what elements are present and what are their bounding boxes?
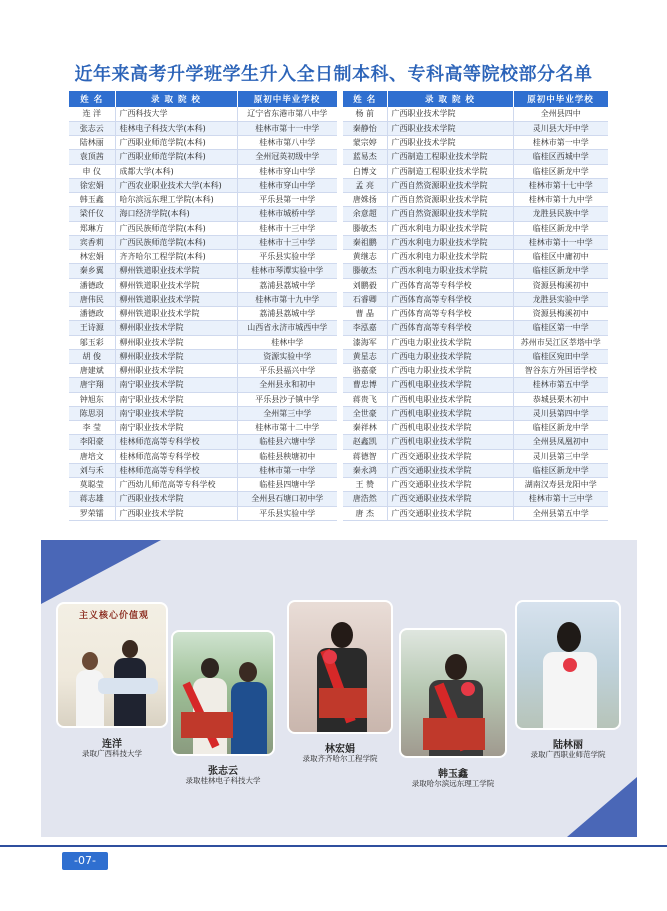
person-figure [122,640,138,658]
table-row [69,136,337,150]
student-name-cell: 孟 亮 [343,178,387,192]
admitted-school-cell: 齐齐哈尔工程学院(本科) [115,250,237,264]
admitted-school-cell: 广西自然资源职业技术学院 [387,178,513,192]
admitted-school-cell: 广西科技大学 [115,107,237,121]
middle-school-cell: 全州县第五中学 [513,506,608,520]
student-name-cell: 胡 俊 [69,349,115,363]
table-row [343,349,608,363]
middle-school-cell: 临桂区新龙中学 [513,164,608,178]
table-row [343,292,608,306]
held-item [98,678,158,694]
student-name-cell: 蓝易杰 [343,150,387,164]
middle-school-cell: 灵川县第四中学 [513,406,608,420]
admitted-school-cell: 广西体育高等专科学校 [387,307,513,321]
middle-school-cell: 桂林市第十九中学 [237,292,337,306]
header-name: 姓 名 [69,91,115,107]
table-row [343,207,608,221]
person-figure [445,654,467,680]
table-row [343,421,608,435]
table-row [69,435,337,449]
middle-school-cell: 临桂区新龙中学 [513,463,608,477]
wall-decoration [64,626,164,656]
table-row [69,364,337,378]
table-row [69,164,337,178]
table-row [343,121,608,135]
student-name-cell: 唐建斌 [69,364,115,378]
table-row [69,307,337,321]
student-name-cell: 徐宏娟 [69,178,115,192]
student-name-cell: 梁仟仪 [69,207,115,221]
table-row [343,492,608,506]
middle-school-cell: 平乐县实验中学 [237,250,337,264]
middle-school-cell: 桂林市十三中学 [237,221,337,235]
table-row [343,221,608,235]
admitted-school-cell: 海口经济学院(本科) [115,207,237,221]
admitted-school-cell: 广西民族师范学院(本科) [115,235,237,249]
admitted-school-cell: 南宁职业技术学院 [115,392,237,406]
admitted-school-cell: 广西机电职业技术学院 [387,435,513,449]
admitted-school-cell: 广西水利电力职业技术学院 [387,235,513,249]
admitted-school-cell: 广西自然资源职业技术学院 [387,193,513,207]
student-photo [399,628,507,758]
student-name-cell: 陆林丽 [69,136,115,150]
student-name-cell: 曹 晶 [343,307,387,321]
held-item [181,712,233,738]
admission-table-left [69,91,338,521]
student-name-cell: 连 洋 [69,107,115,121]
table-row [343,264,608,278]
student-name-cell: 滕敏杰 [343,221,387,235]
student-name-cell: 蒋志雄 [69,492,115,506]
table-row [343,107,608,121]
student-name-cell: 曹忠博 [343,378,387,392]
admitted-school-cell: 广西农业职业技术大学(本科) [115,178,237,192]
admitted-school-cell: 广西电力职业技术学院 [387,364,513,378]
student-name: 连洋 [102,739,122,750]
table-row [343,449,608,463]
admitted-school-cell: 广西职业技术学院 [387,136,513,150]
student-name-cell: 罗荣镭 [69,506,115,520]
middle-school-cell: 桂林市第十二中学 [237,421,337,435]
student-name-cell: 余意超 [343,207,387,221]
student-name-cell: 唐姝扬 [343,193,387,207]
student-name: 张志云 [208,766,238,777]
student-photo [515,600,621,730]
middle-school-cell: 智谷东方外国语学校 [513,364,608,378]
table-row [343,235,608,249]
student-name-cell: 唐培文 [69,449,115,463]
student-name-cell: 韩玉鑫 [69,193,115,207]
admitted-school-cell: 柳州铁道职业技术学院 [115,307,237,321]
middle-school-cell: 桂林市城桥中学 [237,207,337,221]
student-name-cell: 莫聪莹 [69,478,115,492]
middle-school-cell: 桂林市第八中学 [237,136,337,150]
student-name-cell: 秦祥林 [343,421,387,435]
admitted-school-cell: 广西水利电力职业技术学院 [387,250,513,264]
middle-school-cell: 桂林市第十七中学 [513,178,608,192]
table-row [69,221,337,235]
admission-table-right [343,91,609,521]
table-row [69,235,337,249]
table-body-left [69,107,337,520]
admitted-school-cell: 广西体育高等专科学校 [387,321,513,335]
middle-school-cell: 临桂区中庸初中 [513,250,608,264]
admitted-school-cell: 广西民族师范学院(本科) [115,221,237,235]
student-name-cell: 刘与禾 [69,463,115,477]
table-row [69,492,337,506]
student-school: 录取桂林电子科技大学 [185,776,261,785]
student-name-cell: 刘鹏毅 [343,278,387,292]
admitted-school-cell: 广西交通职业技术学院 [387,449,513,463]
student-name-cell: 白博文 [343,164,387,178]
table-row [69,449,337,463]
student-name-cell: 漆海军 [343,335,387,349]
middle-school-cell: 平乐县实验中学 [237,506,337,520]
student-name-cell: 蒙宗婷 [343,136,387,150]
flower-corsage [563,658,577,672]
student-name-cell: 钟旭东 [69,392,115,406]
table-row [343,506,608,520]
middle-school-cell: 平乐县第一中学 [237,193,337,207]
student-name-cell: 唐 杰 [343,506,387,520]
middle-school-cell: 桂林市第十三中学 [513,492,608,506]
student-name-cell: 滕敏杰 [343,264,387,278]
middle-school-cell: 临桂县秧塘初中 [237,449,337,463]
person-figure [239,662,257,682]
middle-school-cell: 荔浦县荔城中学 [237,307,337,321]
table-header-row [69,91,337,107]
table-row [343,164,608,178]
table-row [343,463,608,477]
student-name-cell: 林宏娟 [69,250,115,264]
student-name-cell: 骆嘉豪 [343,364,387,378]
student-photo [287,600,393,734]
middle-school-cell: 资源县梅溪初中 [513,307,608,321]
student-name-cell: 潘德政 [69,278,115,292]
student-name-cell: 石睿卿 [343,292,387,306]
decor-triangle [567,777,637,837]
table-row [69,463,337,477]
admitted-school-cell: 广西水利电力职业技术学院 [387,221,513,235]
middle-school-cell: 临桂区西城中学 [513,150,608,164]
middle-school-cell: 桂林市穿山中学 [237,178,337,192]
table-row [69,292,337,306]
admitted-school-cell: 广西职业技术学院 [115,492,237,506]
student-name-cell: 唐伟民 [69,292,115,306]
table-row [343,406,608,420]
admitted-school-cell: 广西制造工程职业技术学院 [387,150,513,164]
student-name: 林宏娟 [325,744,355,755]
admitted-school-cell: 广西体育高等专科学校 [387,278,513,292]
middle-school-cell: 临桂区新龙中学 [513,264,608,278]
middle-school-cell: 山西省永济市城西中学 [237,321,337,335]
student-name-cell: 唐宇翔 [69,378,115,392]
page-number: -07- [62,852,108,870]
student-name-cell: 蒋贵飞 [343,392,387,406]
middle-school-cell: 恭城县栗木初中 [513,392,608,406]
middle-school-cell: 桂林市十三中学 [237,235,337,249]
student-name-cell: 潘德政 [69,307,115,321]
admitted-school-cell: 桂林师范高等专科学校 [115,449,237,463]
middle-school-cell: 临桂县六塘中学 [237,435,337,449]
student-school: 录取哈尔滨远东理工学院 [411,779,495,788]
student-name-cell: 申 仪 [69,164,115,178]
student-name-cell: 王诗源 [69,321,115,335]
table-row [343,378,608,392]
slogan-banner: 主义核心价值观 [78,611,149,621]
table-row [69,321,337,335]
student-name-cell: 黄星志 [343,349,387,363]
person-figure [557,622,581,652]
admitted-school-cell: 广西自然资源职业技术学院 [387,207,513,221]
student-name-cell: 宾香莉 [69,235,115,249]
table-row [343,278,608,292]
table-row [69,335,337,349]
header-middle-school: 原初中毕业学校 [237,91,337,107]
table-row [343,435,608,449]
middle-school-cell: 湖南汉寿县龙阳中学 [513,478,608,492]
person-figure [201,658,219,678]
student-name-cell: 王 赞 [343,478,387,492]
header-school: 录 取 院 校 [387,91,513,107]
admitted-school-cell: 广西交通职业技术学院 [387,463,513,477]
table-row [69,406,337,420]
admitted-school-cell: 广西职业师范学院(本科) [115,150,237,164]
page-title: 近年来高考升学班学生升入全日制本科、专科高等院校部分名单 [74,64,593,85]
student-name-cell: 唐浩然 [343,492,387,506]
student-school: 录取齐齐哈尔工程学院 [302,754,378,763]
student-name: 韩玉鑫 [438,769,468,780]
admitted-school-cell: 广西电力职业技术学院 [387,335,513,349]
header-school: 录 取 院 校 [115,91,237,107]
admitted-school-cell: 广西交通职业技术学院 [387,478,513,492]
middle-school-cell: 全州县永和初中 [237,378,337,392]
middle-school-cell: 全州第三中学 [237,406,337,420]
student-name-cell: 秦乡翼 [69,264,115,278]
table-row [69,278,337,292]
admitted-school-cell: 广西职业师范学院(本科) [115,136,237,150]
middle-school-cell: 资源县梅溪初中 [513,278,608,292]
middle-school-cell: 临桂区新龙中学 [513,421,608,435]
table-row [343,136,608,150]
table-row [343,193,608,207]
table-row [69,107,337,121]
table-row [69,193,337,207]
middle-school-cell: 灵川县第三中学 [513,449,608,463]
middle-school-cell: 龙胜县实验中学 [513,292,608,306]
student-name-cell: 秦永鸿 [343,463,387,477]
table-row [69,392,337,406]
middle-school-cell: 资源实验中学 [237,349,337,363]
student-photo [171,630,275,756]
admitted-school-cell: 广西电力职业技术学院 [387,349,513,363]
student-name-cell: 陈思羽 [69,406,115,420]
middle-school-cell: 桂林市第十一中学 [237,121,337,135]
middle-school-cell: 桂林市第一中学 [513,136,608,150]
table-header-row [343,91,608,107]
middle-school-cell: 桂林市第五中学 [513,378,608,392]
middle-school-cell: 桂林市第十一中学 [513,235,608,249]
held-item [319,688,367,718]
middle-school-cell: 荔浦县荔城中学 [237,278,337,292]
admitted-school-cell: 柳州铁道职业技术学院 [115,264,237,278]
student-photo [56,602,168,728]
student-name-cell: 邬玉彩 [69,335,115,349]
table-row [69,121,337,135]
middle-school-cell: 平乐县沙子镇中学 [237,392,337,406]
admitted-school-cell: 桂林电子科技大学(本科) [115,121,237,135]
admitted-school-cell: 广西交通职业技术学院 [387,492,513,506]
admitted-school-cell: 广西机电职业技术学院 [387,392,513,406]
table-row [343,250,608,264]
middle-school-cell: 桂林市第十九中学 [513,193,608,207]
middle-school-cell: 临桂区新龙中学 [513,221,608,235]
admitted-school-cell: 广西交通职业技术学院 [387,506,513,520]
table-row [343,335,608,349]
table-row [69,207,337,221]
admitted-school-cell: 广西职业技术学院 [387,107,513,121]
student-school: 录取广西科技大学 [82,749,142,758]
student-school: 录取广西职业师范学院 [530,750,606,759]
table-row [69,506,337,520]
person-figure [331,622,353,648]
table-row [343,178,608,192]
header-middle-school: 原初中毕业学校 [513,91,608,107]
middle-school-cell: 全州县四中 [513,107,608,121]
admitted-school-cell: 广西幼儿师范高等专科学校 [115,478,237,492]
middle-school-cell: 桂林市穿山中学 [237,164,337,178]
admitted-school-cell: 桂林师范高等专科学校 [115,435,237,449]
admitted-school-cell: 广西体育高等专科学校 [387,292,513,306]
student-name-cell: 袁顶茜 [69,150,115,164]
student-name-cell: 黄继志 [343,250,387,264]
table-row [343,392,608,406]
middle-school-cell: 全州县凤凰初中 [513,435,608,449]
admitted-school-cell: 桂林师范高等专科学校 [115,463,237,477]
person-figure [82,652,98,670]
footer-divider [0,845,667,847]
table-row [69,150,337,164]
admitted-school-cell: 广西职业技术学院 [115,506,237,520]
middle-school-cell: 平乐县福兴中学 [237,364,337,378]
student-name: 陆林丽 [553,740,583,751]
admitted-school-cell: 广西水利电力职业技术学院 [387,264,513,278]
middle-school-cell: 桂林中学 [237,335,337,349]
student-name-cell: 赵鑫凯 [343,435,387,449]
admitted-school-cell: 成都大学(本科) [115,164,237,178]
student-name-cell: 李 莹 [69,421,115,435]
middle-school-cell: 桂林市琴潭实验中学 [237,264,337,278]
student-photo-panel [41,540,637,837]
student-name-cell: 郑琳方 [69,221,115,235]
middle-school-cell: 苏州市吴江区莘塔中学 [513,335,608,349]
middle-school-cell: 全州县石塘口初中学 [237,492,337,506]
table-row [343,478,608,492]
admitted-school-cell: 广西机电职业技术学院 [387,378,513,392]
table-row [69,349,337,363]
student-name-cell: 张志云 [69,121,115,135]
table-row [69,421,337,435]
admitted-school-cell: 哈尔滨远东理工学院(本科) [115,193,237,207]
middle-school-cell: 桂林市第一中学 [237,463,337,477]
table-row [69,264,337,278]
middle-school-cell: 灵川县大圩中学 [513,121,608,135]
student-name-cell: 杨 前 [343,107,387,121]
table-row [343,364,608,378]
admitted-school-cell: 柳州铁道职业技术学院 [115,278,237,292]
student-name-cell: 秦静怡 [343,121,387,135]
student-name-cell: 李阳豪 [69,435,115,449]
table-body-right [343,107,608,520]
admitted-school-cell: 广西制造工程职业技术学院 [387,164,513,178]
admitted-school-cell: 广西机电职业技术学院 [387,406,513,420]
table-row [343,321,608,335]
student-name-cell: 蒋德智 [343,449,387,463]
admitted-school-cell: 南宁职业技术学院 [115,406,237,420]
admitted-school-cell: 柳州职业技术学院 [115,364,237,378]
decor-triangle [41,540,161,604]
student-name-cell: 李泓嘉 [343,321,387,335]
middle-school-cell: 临桂县四塘中学 [237,478,337,492]
admitted-school-cell: 南宁职业技术学院 [115,421,237,435]
table-row [343,150,608,164]
admitted-school-cell: 广西职业技术学院 [387,121,513,135]
admitted-school-cell: 南宁职业技术学院 [115,378,237,392]
student-name-cell: 全世豪 [343,406,387,420]
person-figure [231,682,267,756]
middle-school-cell: 临桂区宛田中学 [513,349,608,363]
table-row [69,378,337,392]
admitted-school-cell: 柳州铁道职业技术学院 [115,292,237,306]
held-item [423,718,485,750]
admitted-school-cell: 广西机电职业技术学院 [387,421,513,435]
table-row [69,478,337,492]
flower-corsage [323,650,337,664]
middle-school-cell: 临桂区第一中学 [513,321,608,335]
admitted-school-cell: 柳州职业技术学院 [115,321,237,335]
student-name-cell: 秦祖鹏 [343,235,387,249]
flower-corsage [461,682,475,696]
table-row [69,250,337,264]
header-name: 姓 名 [343,91,387,107]
admitted-school-cell: 柳州职业技术学院 [115,335,237,349]
middle-school-cell: 辽宁省东港市第八中学 [237,107,337,121]
middle-school-cell: 全州冠英初级中学 [237,150,337,164]
middle-school-cell: 龙胜县民族中学 [513,207,608,221]
table-row [343,307,608,321]
admitted-school-cell: 柳州职业技术学院 [115,349,237,363]
table-row [69,178,337,192]
